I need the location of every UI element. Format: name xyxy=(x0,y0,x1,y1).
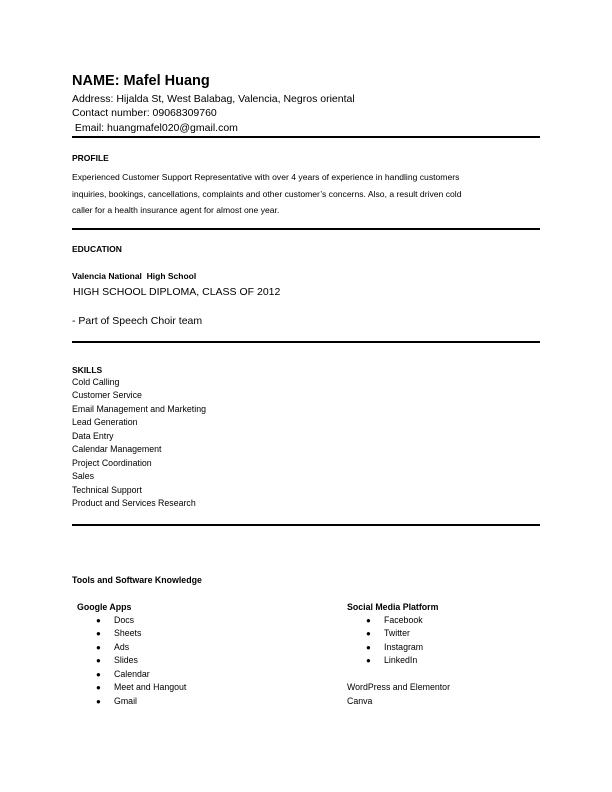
email: Email: huangmafel020@gmail.com xyxy=(72,122,238,134)
divider xyxy=(72,341,540,343)
address: Address: Hijalda St, West Balabag, Valencia, Negros oriental xyxy=(72,93,355,105)
profile-summary xyxy=(72,169,542,219)
skill-item: Calendar Management xyxy=(72,444,162,455)
tool-canva: Canva xyxy=(347,696,373,706)
social-media-heading: Social Media Platform xyxy=(347,602,439,612)
skill-item: Data Entry xyxy=(72,430,114,441)
contact-number: Contact number: 09068309760 xyxy=(72,107,217,119)
skill-item: Technical Support xyxy=(72,484,142,495)
list-item: ● LinkedIn xyxy=(366,654,423,667)
bullet-icon: ● xyxy=(366,616,371,625)
list-item: ● Gmail xyxy=(96,695,186,708)
bullet-icon: ● xyxy=(366,656,371,666)
list-item: ● Meet and Hangout xyxy=(96,681,186,694)
google-apps-heading: Google Apps xyxy=(77,602,132,612)
tool-wordpress: WordPress and Elementor xyxy=(347,682,451,692)
skill-item: Cold Calling xyxy=(72,377,120,387)
list-item: ● Sheets xyxy=(96,627,186,640)
tools-heading: Tools and Software Knowledge xyxy=(72,575,202,585)
skill-item: Customer Service xyxy=(72,390,142,401)
bullet-icon: ● xyxy=(366,629,371,639)
diploma: HIGH SCHOOL DIPLOMA, CLASS OF 2012 xyxy=(73,286,281,298)
list-item: ● Facebook xyxy=(366,614,423,627)
profile-line: inquiries, bookings, cancellations, complaints and other customer’s concerns. Also, a result driven cold xyxy=(72,188,462,199)
skill-item: Email Management and Marketing xyxy=(72,403,206,414)
bullet-icon: ● xyxy=(96,669,101,679)
list-item: ● Docs xyxy=(96,614,186,627)
list-item: ● Instagram xyxy=(366,641,423,654)
education-activity: - Part of Speech Choir team xyxy=(72,315,203,327)
list-item: ● Ads xyxy=(96,641,186,654)
bullet-icon: ● xyxy=(96,683,101,693)
skills-heading: SKILLS xyxy=(72,365,103,375)
list-item: ● Twitter xyxy=(366,627,423,640)
skill-item: Lead Generation xyxy=(72,417,138,428)
school-name: Valencia National High School xyxy=(72,271,197,281)
skill-item: Project Coordination xyxy=(72,457,152,468)
bullet-icon: ● xyxy=(96,629,101,639)
skill-item: Sales xyxy=(72,471,95,482)
bullet-icon: ● xyxy=(96,696,101,706)
candidate-name: NAME: Mafel Huang xyxy=(72,73,210,89)
list-item: ● Calendar xyxy=(96,668,186,681)
bullet-icon: ● xyxy=(96,616,101,625)
list-item: ● Slides xyxy=(96,654,186,667)
education-heading: EDUCATION xyxy=(72,244,122,254)
social-media-list xyxy=(366,614,423,668)
skills-list xyxy=(72,376,206,511)
skill-item: Product and Services Research xyxy=(72,498,196,509)
profile-line: Experienced Customer Support Representative with over 4 years of experience in handling customers xyxy=(72,172,460,182)
bullet-icon: ● xyxy=(96,642,101,652)
bullet-icon: ● xyxy=(96,656,101,666)
profile-heading: PROFILE xyxy=(72,153,109,163)
profile-line: caller for a health insurance agent for almost one year. xyxy=(72,205,280,216)
divider xyxy=(72,136,540,138)
divider xyxy=(72,228,540,230)
bullet-icon: ● xyxy=(366,642,371,652)
google-apps-list xyxy=(96,614,186,708)
divider xyxy=(72,524,540,526)
